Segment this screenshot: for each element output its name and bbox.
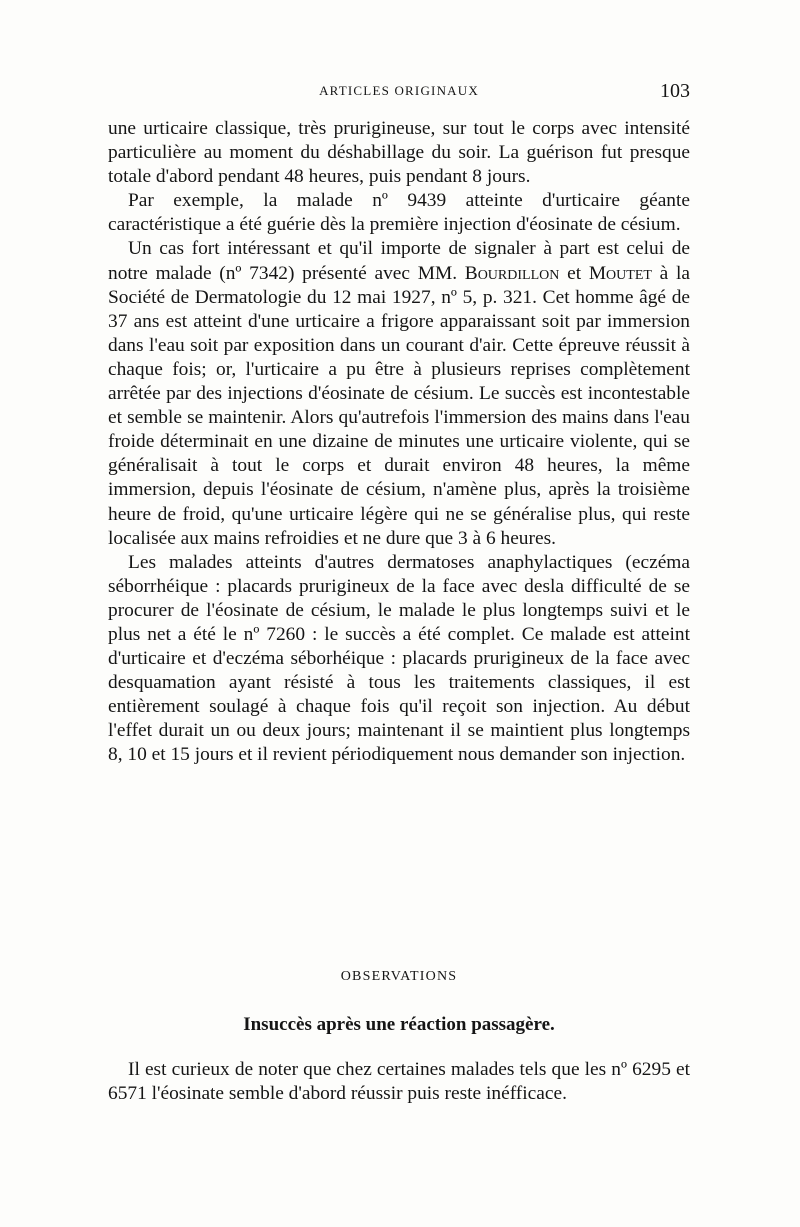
paragraph: Par exemple, la malade nº 9439 atteinte d'urticaire géante caractéristique a été guérie dès la première injection d'éosinate de césium.	[108, 190, 690, 236]
author-name: Bourdillon	[464, 262, 560, 284]
body-text-closing	[108, 1058, 690, 1106]
section-heading: OBSERVATIONS	[340, 969, 458, 984]
paragraph: Les malades atteints d'autres dermatoses anaphylactiques (eczéma séborrhéique : placards prurigineux de la face avec desla difficulté de se procurer de l'éosinate de césium, le malade le plus longtemps suivi et le plus net a été le nº 7260 : le succès a été complet. Ce malade est atteint d'urticaire et d'eczéma séborhéique : placards prurigineux de la face avec desquamation ayant résisté à tous les traitements classiques, il est entièrement soulagé à chaque fois qu'il reçoit son injection. Au début l'effet durait un ou deux jours; maintenant il se maintient plus longtemps 8, 10 et 15 jours et il revient périodiquement nous demander son injection.	[108, 551, 690, 766]
paragraph: une urticaire classique, très prurigineuse, sur tout le corps avec intensité particulière au moment du déshabillage du soir. La guérison fut presque totale d'abord pendant 48 heures, puis pendant 8 jours.	[108, 118, 690, 188]
paragraph: Il est curieux de noter que chez certaines malades tels que les nº 6295 et 6571 l'éosinate semble d'abord réussir puis reste inéfficace.	[108, 1059, 690, 1105]
paragraph	[108, 237, 690, 550]
running-header-title: ARTICLES ORIGINAUX	[319, 83, 479, 98]
body-text	[108, 117, 690, 768]
subsection-heading: Insuccès après une réaction passagère.	[243, 1014, 555, 1035]
page-number: 103	[660, 80, 690, 102]
paragraph-text: à la Société de Dermatologie du 12 mai 1927, nº 5, p. 321. Cet homme âgé de 37 ans est atteint d'une urticaire a frigore apparaissant soit par immersion dans l'eau soit par exposition dans un courant d'air. Cette épreuve réussit à chaque fois; or, l'urticaire a pu être à plusieurs reprises complètement arrêtée par des injections d'éosinate de césium. Le succès est incontestable et semble se maintenir. Alors qu'autrefois l'immersion des mains dans l'eau froide déterminait en une dizaine de minutes une urticaire violente, qui se généralisait à tout le corps et durait environ 48 heures, la même immersion, depuis l'éosinate de césium, n'amène plus, après la troisième heure de froid, qu'une urticaire légère qui ne se généralise plus, qui reste localisée aux mains refroidies et ne dure que 3 à 6 heures.	[108, 262, 690, 549]
running-header	[108, 80, 690, 102]
paragraph-text: et	[559, 262, 589, 284]
author-name: Moutet	[588, 262, 652, 284]
paragraph-text: Un cas fort intéressant et qu'il importe de signaler à part est celui de notre malade (nº 7342) présenté avec MM.	[108, 238, 690, 284]
